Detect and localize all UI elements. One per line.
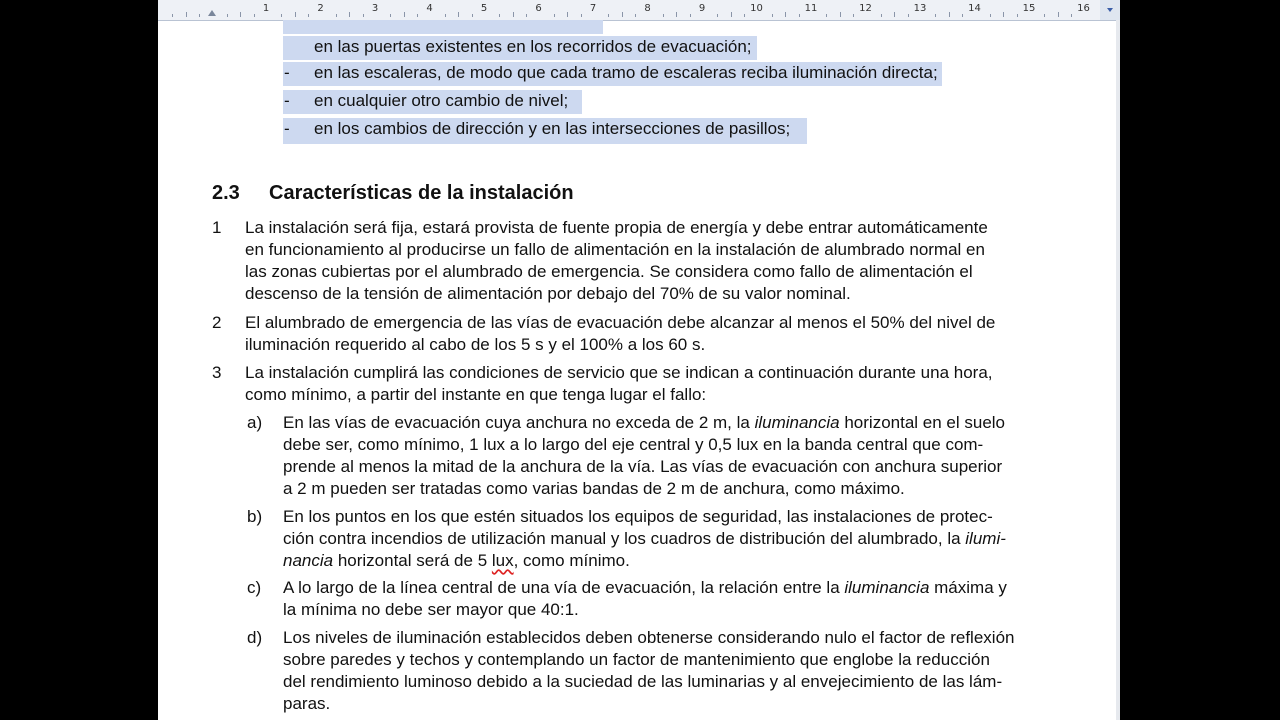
ruler-tick: [608, 14, 609, 17]
ruler-tick: [990, 14, 991, 17]
ruler-tick: [717, 14, 718, 17]
ruler-tick: [908, 14, 909, 17]
ruler-tick: [622, 12, 623, 17]
indent-marker-icon[interactable]: [208, 10, 216, 16]
ruler-tick: [363, 14, 364, 17]
bullet-item-2: en las escaleras, de modo que cada tramo de escaleras reciba iluminación directa;: [283, 62, 942, 86]
ruler-tick: [1071, 14, 1072, 17]
sub-label-c: c): [247, 578, 262, 597]
sub-a-line-4: a 2 m pueden ser tratadas como varias bandas de 2 m de anchura, como máximo.: [283, 479, 905, 498]
section-title: Características de la instalación: [269, 182, 574, 204]
scrollbar-edge[interactable]: [1116, 20, 1120, 720]
sub-label-a: a): [247, 413, 263, 432]
bullet-item-4: en los cambios de dirección y en las intersecciones de pasillos;: [283, 118, 807, 144]
ruler-number: 10: [750, 3, 763, 14]
ruler-number: 11: [804, 3, 818, 14]
ruler-tick: [281, 14, 282, 17]
bullet-item-1: en las puertas existentes en los recorridos de evacuación;: [283, 36, 757, 60]
sub-c-line-1: A lo largo de la línea central de una vía de evacuación, la relación entre la iluminancia máxima y: [283, 578, 1007, 597]
sub-label-b: b): [247, 507, 263, 526]
spellcheck-word[interactable]: lux: [491, 551, 514, 570]
ruler-tick: [472, 14, 473, 17]
ruler-tick: [513, 12, 514, 17]
sub-a-line-1: En las vías de evacuación cuya anchura no exceda de 2 m, la iluminancia horizontal en el suelo: [283, 413, 1006, 432]
ruler-tick: [227, 14, 228, 17]
ruler-tick: [894, 12, 895, 17]
sub-b-line-3: nancia horizontal será de 5 lux, como mínimo.: [283, 551, 630, 570]
ruler-tick: [526, 14, 527, 17]
ruler-tick: [254, 14, 255, 17]
ruler-tick: [772, 14, 773, 17]
ruler-toggle-icon[interactable]: [1100, 0, 1120, 20]
ruler-number: 3: [371, 3, 379, 14]
item-number-2: 2: [212, 313, 222, 332]
bullet-item-3: en cualquier otro cambio de nivel;: [283, 90, 582, 114]
ruler-tick: [199, 14, 200, 17]
sub-d-line-2: sobre paredes y techos y contemplando un factor de mantenimiento que englobe la reducción: [283, 650, 990, 669]
item-3-line-2: como mínimo, a partir del instante en que tenga lugar el fallo:: [245, 385, 707, 404]
ruler-tick: [731, 12, 732, 17]
ruler-tick: [744, 14, 745, 17]
ruler-tick: [1017, 14, 1018, 17]
ruler-number: 7: [589, 3, 597, 14]
ruler-number: 12: [859, 3, 872, 14]
ruler-tick: [240, 12, 241, 17]
item-1-line-1: La instalación será fija, estará provista de fuente propia de energía y debe entrar automáticamente: [245, 218, 988, 237]
item-number-1: 1: [212, 218, 222, 237]
sub-b-line-1: En los puntos en los que estén situados los equipos de seguridad, las instalaciones de protec-: [283, 507, 993, 526]
ruler-tick: [417, 14, 418, 17]
sub-c-line-2: la mínima no debe ser mayor que 40:1.: [283, 600, 579, 619]
ruler-number: 1: [262, 3, 270, 14]
bullet-dash-3: -: [284, 91, 290, 110]
ruler-tick: [295, 12, 296, 17]
ruler-tick: [962, 14, 963, 17]
ruler-tick: [308, 14, 309, 17]
ruler-tick: [826, 14, 827, 17]
sub-d-line-3: del rendimiento luminoso debido a la suciedad de las luminarias y al envejecimiento de las lám-: [283, 672, 1003, 691]
ruler-tick: [186, 12, 187, 17]
ruler-tick: [404, 12, 405, 17]
ruler-tick: [935, 14, 936, 17]
item-1-line-3: las zonas cubiertas por el alumbrado de emergencia. Se considera como fallo de alimentación el: [245, 262, 973, 281]
ruler-tick: [1058, 12, 1059, 17]
ruler-number: 9: [698, 3, 706, 14]
ruler-tick: [349, 12, 350, 17]
item-1-line-2: en funcionamiento al producirse un fallo de alimentación en la instalación de alumbrado normal en: [245, 240, 985, 259]
ruler-number: 14: [968, 3, 981, 14]
ruler-tick: [785, 12, 786, 17]
document-window: [158, 0, 1120, 720]
ruler-tick: [390, 14, 391, 17]
ruler-tick: [690, 14, 691, 17]
ruler-tick: [840, 12, 841, 17]
ruler-number: 6: [535, 3, 542, 14]
item-2-line-1: El alumbrado de emergencia de las vías de evacuación debe alcanzar al menos el 50% del nivel de: [245, 313, 996, 332]
ruler-tick: [458, 12, 459, 17]
sub-b-line-2: ción contra incendios de utilización manual y los cuadros de distribución del alumbrado, la ilumi-: [283, 529, 1006, 548]
ruler-tick: [881, 14, 882, 17]
ruler-tick: [676, 12, 677, 17]
bullet-dash-2: -: [284, 63, 290, 82]
ruler-tick: [635, 14, 636, 17]
sub-a-line-2: debe ser, como mínimo, 1 lux a lo largo del eje central y 0,5 lux en la banda central que com-: [283, 435, 984, 454]
ruler-tick: [445, 14, 446, 17]
sub-d-line-1: Los niveles de iluminación establecidos deben obtenerse considerando nulo el factor de reflexión: [283, 628, 1015, 647]
ruler-number: 8: [644, 3, 651, 14]
ruler-number: 4: [426, 3, 433, 14]
ruler-tick: [567, 12, 568, 17]
selection-highlight: [283, 20, 603, 34]
sub-label-d: d): [247, 628, 263, 647]
ruler-number: 2: [317, 3, 324, 14]
sub-d-line-4: paras.: [283, 694, 331, 713]
ruler-tick: [581, 14, 582, 17]
item-2-line-2: iluminación requerido al cabo de los 5 s y el 100% a los 60 s.: [245, 335, 706, 354]
section-number: 2.3: [212, 182, 240, 204]
ruler-tick: [853, 14, 854, 17]
horizontal-ruler[interactable]: [158, 0, 1120, 21]
item-1-line-4: descenso de la tensión de alimentación por debajo del 70% de su valor nominal.: [245, 284, 851, 303]
ruler-tick: [554, 14, 555, 17]
item-3-line-1: La instalación cumplirá las condiciones de servicio que se indican a continuación durante una hora,: [245, 363, 993, 382]
ruler-tick: [1003, 12, 1004, 17]
ruler-number: 5: [480, 3, 488, 14]
ruler-tick: [949, 12, 950, 17]
ruler-number: 15: [1022, 3, 1036, 14]
ruler-tick: [663, 14, 664, 17]
sub-a-line-3: prende al menos la mitad de la anchura de la vía. Las vías de evacuación con anchura superior: [283, 457, 1003, 476]
ruler-number: 16: [1077, 3, 1090, 14]
ruler-tick: [1044, 14, 1045, 17]
ruler-tick: [172, 14, 173, 17]
item-number-3: 3: [212, 363, 222, 382]
ruler-tick: [499, 14, 500, 17]
ruler-number: 13: [913, 3, 927, 14]
ruler-tick: [336, 14, 337, 17]
bullet-dash-4: -: [284, 119, 290, 138]
ruler-tick: [799, 14, 800, 17]
